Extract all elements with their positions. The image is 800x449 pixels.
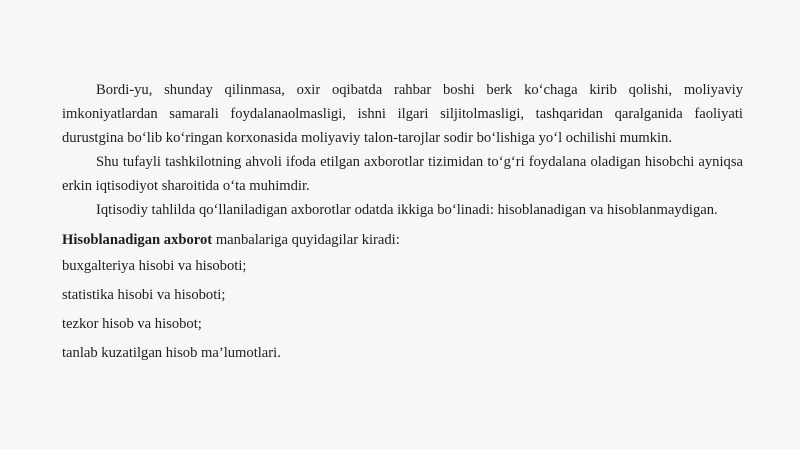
list-item: tezkor hisob va hisobot; bbox=[62, 316, 202, 332]
list-item: tanlab kuzatilgan hisob ma’lumotlari. bbox=[62, 345, 281, 361]
sources-list bbox=[62, 252, 743, 368]
sources-heading-bold: Hisoblanadigan axborot bbox=[62, 232, 213, 248]
paragraph-3: Iqtisodiy tahlilda qo‘llaniladigan axborotlar odatda ikkiga bo‘linadi: hisoblanadigan va hisoblanmaydigan. bbox=[96, 202, 718, 218]
sources-heading bbox=[62, 228, 743, 252]
list-item: buxgalteriya hisobi va hisoboti; bbox=[62, 258, 247, 274]
paragraph-2: Shu tufayli tashkilotning ahvoli ifoda etilgan axborotlar tizimidan to‘g‘ri foydalana oladigan hisobchi ayniqsa erkin iqtisodiyot sharoitida o‘ta muhimdir. bbox=[62, 154, 743, 194]
paragraph-1: Bordi-yu, shunday qilinmasa, oxir oqibatda rahbar boshi berk ko‘chaga kirib qolishi, moliyaviy imkoniyatlardan samarali foydalanaolmasligi, ishni ilgari siljitolmasligi, tashqaridan qaralganida faoliyati durustgina bo‘lib ko‘ringan korxonasida moliyaviy talon-tarojlar sodir bo‘lishiga yo‘l ochilishi mumkin. bbox=[62, 82, 743, 146]
list-item: statistika hisobi va hisoboti; bbox=[62, 287, 226, 303]
sources-heading-rest: manbalariga quyidagilar kiradi: bbox=[212, 232, 400, 248]
document-page bbox=[62, 78, 743, 368]
